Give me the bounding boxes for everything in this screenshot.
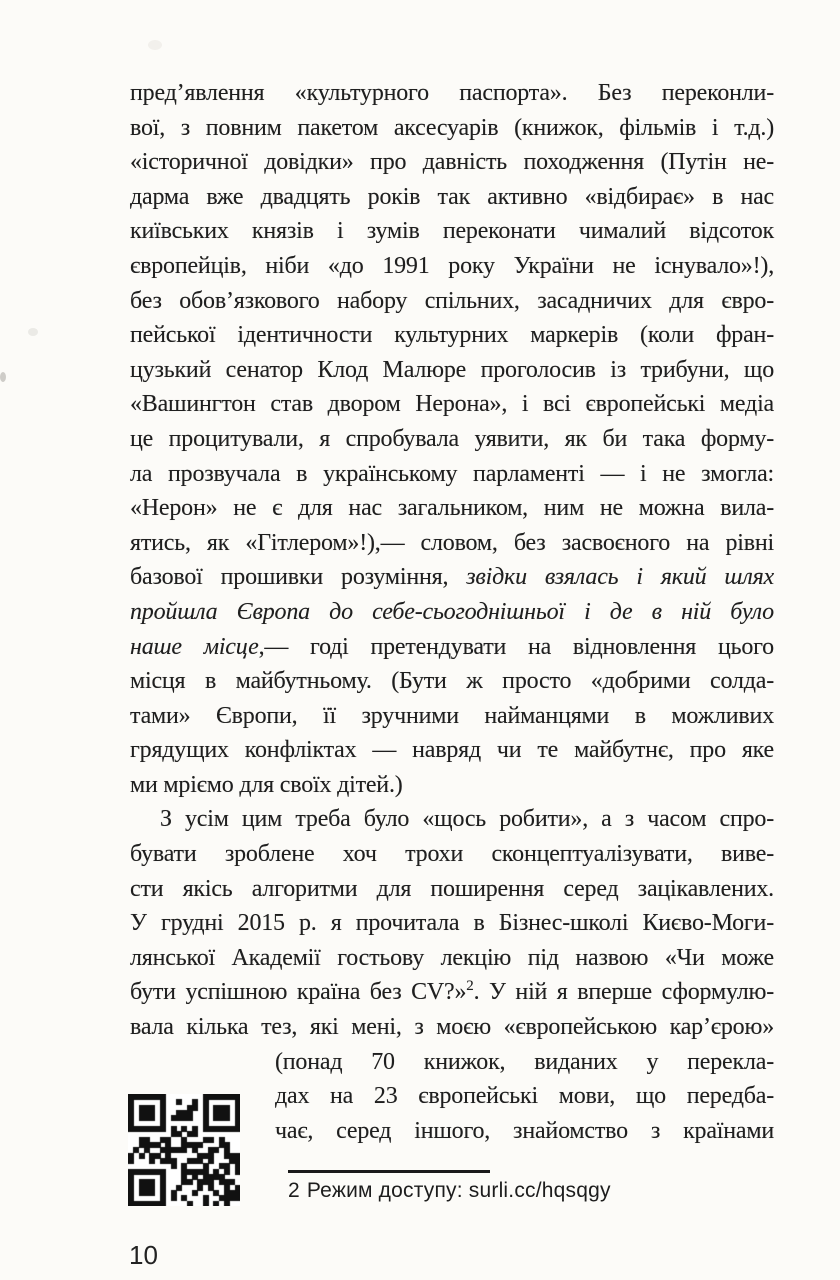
footnote-divider [288,1170,490,1173]
text-line: дарма вже двадцять років так активно «відбирає» в нас [130,183,774,210]
scan-speck [0,372,6,382]
footnote [288,1179,611,1203]
text-line: тами» Європи, її зручними найманцями в можливих [130,702,774,729]
text-line: базової прошивки розуміння, звідки взялась і який шлях [130,564,775,591]
text-line: «Нерон» не є для нас загальником, ним не можна вила- [130,495,774,522]
qr-code-icon [128,1094,240,1206]
text-line: бувати зроблене хоч трохи сконцептуалізувати, виве- [130,841,774,868]
text-line: вала кілька тез, які мені, з моєю «європейською кар’єрою» [130,1014,774,1041]
text-line: З усім цим треба було «щось робити», а з часом спро- [160,806,774,833]
text-line: лянської Академії гостьову лекцію під назвою «Чи може [130,944,774,971]
text-line: місця в майбутньому. (Бути ж просто «добрими солда- [130,668,774,695]
text-line: У грудні 2015 р. я прочитала в Бізнес-школі Києво-Моги- [130,910,774,937]
text-line: вої, з повним пакетом аксесуарів (книжок, фільмів і т.д.) [130,114,774,141]
text-line: пейської ідентичности культурних маркерів (коли фран- [130,322,774,349]
text-line: європейців, ніби «до 1991 року України не існувало»!), [130,252,774,279]
text-line: сти якісь алгоритми для поширення серед зацікавлених. [130,875,774,902]
text-block [130,76,774,1148]
text-line: «Вашингтон став двором Нерона», і всі європейські медіа [130,391,774,418]
text-line: цузький сенатор Клод Малюре проголосив із трибуни, що [130,356,774,383]
text-line: це процитували, я спробувала уявити, як би така форму- [130,425,774,452]
text-line: київських князів і зумів переконати чималий відсоток [130,218,774,245]
text-line: пред’явлення «культурного паспорта». Без переконли- [130,80,774,106]
text-line: бути успішною країна без CV?»$^2$. У ній я вперше сформулю- [130,978,774,1006]
text-line: наше місце,— годі претендувати на відновлення цього [130,633,774,660]
text-line: грядущих конфліктах — навряд чи те майбутнє, про яке [130,737,774,764]
scan-speck [148,40,162,50]
scan-speck [28,328,38,336]
text-line: «історичної довідки» про давність походження (Путін не- [130,149,774,176]
footnote-marker: 2 [288,1179,300,1202]
text-line: (понад 70 книжок, виданих у перекла- [275,1048,774,1075]
text-line: ми мріємо для своїх дітей.) [130,771,403,798]
text-line: пройшла Європа до себе-сьогоднішньої і де в ній було [130,598,774,625]
footnote-text: Режим доступу: surli.cc/hqsqgy [306,1179,611,1202]
text-line: ятись, як «Гітлером»!),— словом, без засвоєного на рівні [130,529,774,556]
text-line: без обов’язкового набору спільних, засадничих для євро- [130,287,774,314]
text-line: ла прозвучала в українському парламенті — і не змогла: [130,460,774,487]
page-number: 10 [129,1240,158,1270]
text-line: чає, серед іншого, знайомство з країнами [275,1117,774,1144]
text-line: дах на 23 європейські мови, що передба- [275,1083,774,1110]
